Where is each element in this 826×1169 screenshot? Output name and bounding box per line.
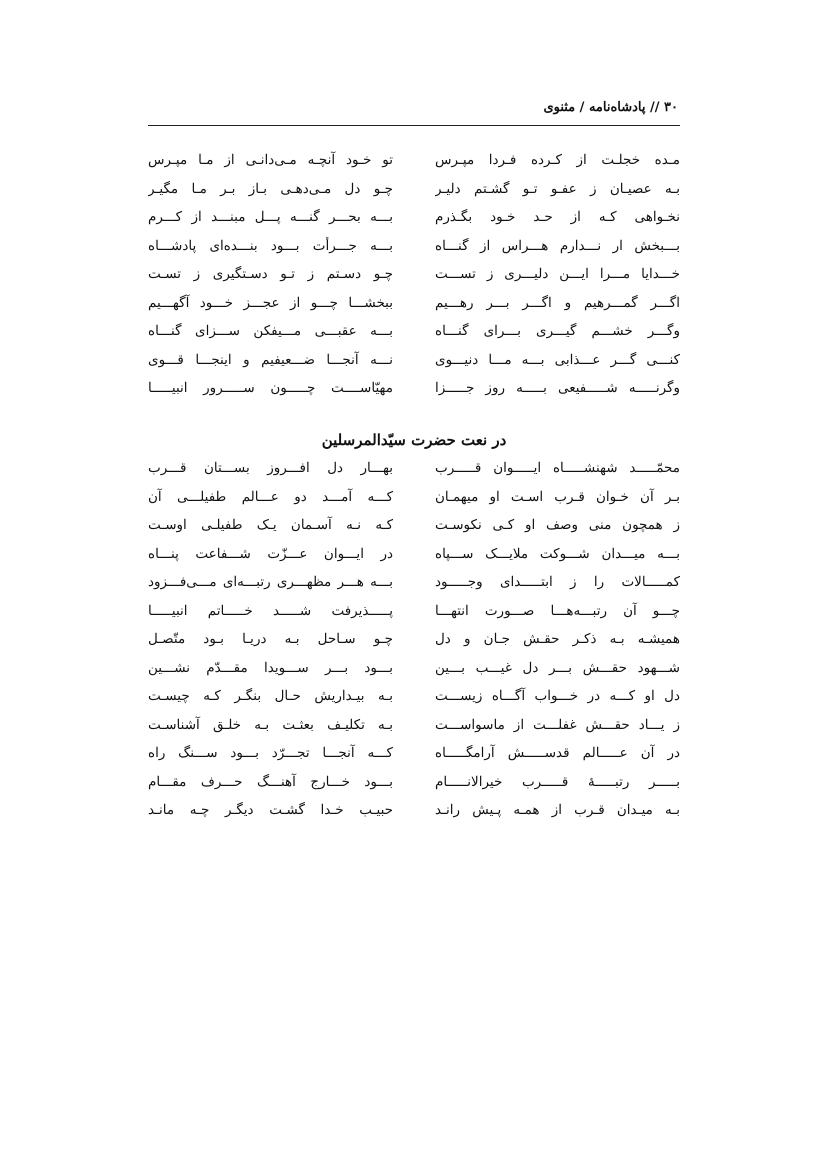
couplet xyxy=(148,542,680,571)
first-hemistich: وگرنـــــه شـــــفیعی بـــــه روز جـــــزا xyxy=(435,380,680,396)
first-hemistich: وگـــر خشـــم گیـــری بـــرای گنـــاه xyxy=(435,323,680,339)
first-hemistich: نخـواهی کـه از حـد خـود بگـذرم xyxy=(435,209,680,225)
first-hemistich: دل او کـــه در خـــواب آگـــاه زیســـت xyxy=(435,688,680,704)
couplet xyxy=(148,713,680,742)
poem-stanza-1 xyxy=(148,148,680,405)
first-hemistich: بـه میـدان قـرب از همـه پـیش رانـد xyxy=(435,802,680,818)
second-hemistich: چـو دل مـی‌دهـی بـاز بـر مـا مگیـر xyxy=(148,180,393,197)
first-hemistich: در آن عـــــالم قدســـــش آرامگـــــاه xyxy=(435,745,680,761)
second-hemistich: پـــــذیرفت شـــــد خـــــاتم انبیـــــا xyxy=(148,602,393,619)
first-hemistich: کمـــــالات را ز ابتـــــدای وجـــــود xyxy=(435,574,680,590)
couplet xyxy=(148,348,680,377)
second-hemistich: کـــه آنجـــا تجـــرّد بـــود ســـنگ راه xyxy=(148,745,393,761)
second-hemistich: کـه نـه آسـمان یـک طفیلـی اوسـت xyxy=(148,517,393,533)
couplet xyxy=(148,485,680,514)
second-hemistich: بـه بیـداریش حـال بنگـر کـه چیسـت xyxy=(148,688,393,704)
first-hemistich: بـر آن خـوان قـرب اسـت او میهمـان xyxy=(435,488,680,505)
second-hemistich: تو خـود آنچـه مـی‌دانـی از مـا مپـرس xyxy=(148,152,393,168)
first-hemistich: شـــهود حقـــش بـــر دل غیـــب بـــین xyxy=(435,659,680,676)
poem-stanza-2 xyxy=(148,456,680,827)
couplet xyxy=(148,741,680,770)
second-hemistich: بـــه جـــرأت بـــود بنـــده‌ای پادشـــاه xyxy=(148,237,393,254)
second-hemistich: کـــه آمـــد دو عـــالم طفیلـــی آن xyxy=(148,488,393,505)
running-head: ۳۰ // پادشاه‌نامه / مثنوی xyxy=(543,100,678,115)
first-hemistich: همیشـه بـه ذکـر حقـش جـان و دل xyxy=(435,631,680,647)
section-heading: در نعت حضرت سیّدالمرسلین xyxy=(321,431,507,449)
couplet xyxy=(148,656,680,685)
first-hemistich: بـــــر رتبـــــهٔ قـــــرب خیرالانـــــام xyxy=(435,773,680,790)
couplet xyxy=(148,456,680,485)
first-hemistich: مـده خجلـت از کـرده فـردا مپـرس xyxy=(435,152,680,168)
second-hemistich: چـو سـاحل بـه دریـا بـود متّصـل xyxy=(148,631,393,647)
first-hemistich: خـــدایا مـــرا ایـــن دلیـــری ز تســـت xyxy=(435,266,680,282)
couplet xyxy=(148,513,680,542)
first-hemistich: بـه عصیـان ز عفـو تـو گشـتم دلیـر xyxy=(435,180,680,197)
first-hemistich: کنـــی گـــر عـــذابی بـــه مـــا دنیـــوی xyxy=(435,351,680,368)
couplet xyxy=(148,262,680,291)
second-hemistich: بـــود خـــارج آهنـــگ حـــرف مقـــام xyxy=(148,773,393,790)
first-hemistich: بـــبخش ار نـــدارم هـــراس از گنـــاه xyxy=(435,237,680,254)
first-hemistich: چـــو آن رتبـــه‌هـــا صـــورت انتهـــا xyxy=(435,602,680,619)
couplet xyxy=(148,570,680,599)
first-hemistich: محمّـــــد شهنشـــــاه ایـــــوان قـــــرب xyxy=(435,460,680,476)
second-hemistich: حبیـب خـدا گشـت دیگـر چـه مانـد xyxy=(148,802,393,818)
first-hemistich: اگـــر گمـــرهیم و اگـــر بـــر رهـــیم xyxy=(435,294,680,311)
couplet xyxy=(148,205,680,234)
second-hemistich: ببخشـــا چـــو از عجـــز خـــود آگهـــیم xyxy=(148,294,393,311)
first-hemistich: ز همچون منی وصف او کـی نکوسـت xyxy=(435,517,680,533)
second-hemistich: بهـــار دل افـــروز بســـتان قـــرب xyxy=(148,460,393,476)
couplet xyxy=(148,234,680,263)
second-hemistich: مهیّاســــت چـــــون ســـــرور انبیـــــا xyxy=(148,380,393,396)
first-hemistich: ز یـــاد حقـــش غفلـــت از ماسواســـت xyxy=(435,716,680,733)
header-rule xyxy=(148,125,680,126)
first-hemistich: بـــه میـــدان شـــوکت ملایـــک ســـپاه xyxy=(435,545,680,562)
couplet xyxy=(148,599,680,628)
couplet xyxy=(148,319,680,348)
second-hemistich: بـه تکلیـف بعثـت بـه خلـق آشناسـت xyxy=(148,716,393,733)
couplet xyxy=(148,798,680,827)
second-hemistich: نـــه آنجـــا ضـــعیفیم و اینجـــا قـــوی xyxy=(148,351,393,368)
couplet xyxy=(148,376,680,405)
second-hemistich: بـــه هـــر مظهـــری رتبـــه‌ای مـــی‌فـــزود xyxy=(148,574,393,590)
couplet xyxy=(148,627,680,656)
couplet xyxy=(148,770,680,799)
second-hemistich: بـــود بـــر ســـویدا مقـــدّم نشـــین xyxy=(148,659,393,676)
couplet xyxy=(148,291,680,320)
second-hemistich: چـو دسـتم ز تـو دسـتگیری ز تسـت xyxy=(148,266,393,282)
second-hemistich: بـــه بحـــر گنـــه پـــل مبنـــد از کـــرم xyxy=(148,209,393,225)
couplet xyxy=(148,177,680,206)
second-hemistich: بـــه عقبـــی مـــیفکن ســـزای گنـــاه xyxy=(148,323,393,339)
couplet xyxy=(148,684,680,713)
second-hemistich: در ایـــوان عـــزّت شـــفاعت پنـــاه xyxy=(148,545,393,562)
couplet xyxy=(148,148,680,177)
